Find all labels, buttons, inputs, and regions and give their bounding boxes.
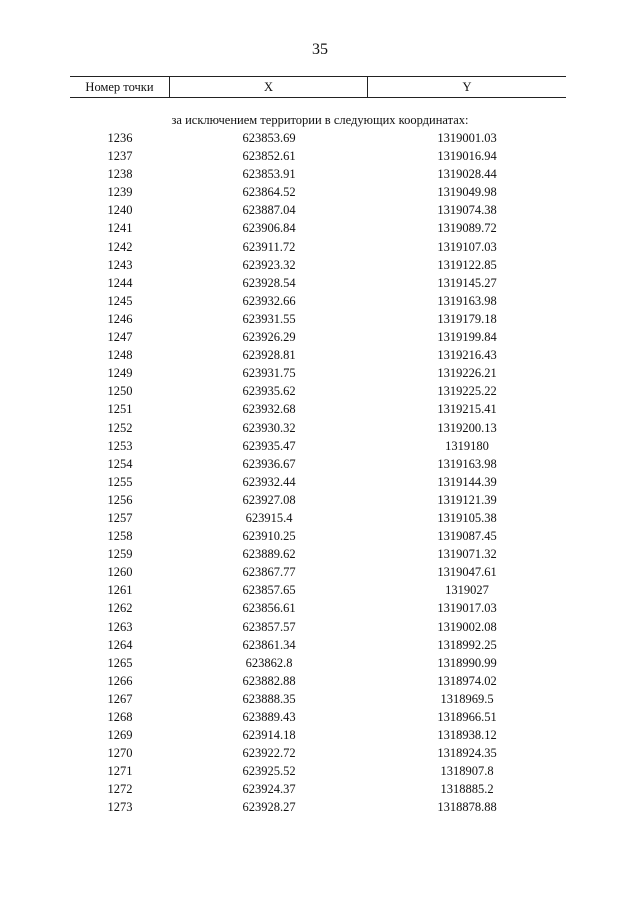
point-number-cell: 1248 [107,348,133,363]
point-number-cell: 1247 [107,330,133,345]
x-coordinate-cell: 623864.52 [242,185,296,200]
y-coordinate-cell: 1319028.44 [437,167,497,182]
y-coordinate-cell: 1319017.03 [437,601,497,616]
x-coordinate-cell: 623935.62 [242,384,296,399]
y-coordinate-cell: 1319180 [445,438,489,453]
point-number-cell: 1263 [107,619,133,634]
y-coordinate-cell: 1319122.85 [437,257,497,272]
y-coordinate-cell: 1319215.41 [437,402,497,417]
point-number-cell: 1269 [107,728,133,743]
table-row [70,599,566,617]
x-coordinate-cell: 623857.57 [242,619,296,634]
x-coordinate-cell: 623926.29 [242,330,296,345]
point-number-cell: 1243 [107,257,133,272]
table-row [70,636,566,654]
point-number-cell: 1253 [107,438,133,453]
point-number-cell: 1260 [107,565,133,580]
table-row [70,382,566,400]
x-coordinate-cell: 623922.72 [242,746,296,761]
x-coordinate-cell: 623888.35 [242,691,296,706]
y-coordinate-cell: 1318924.35 [437,746,497,761]
point-number-cell: 1257 [107,510,133,525]
table-row [70,183,566,201]
point-number-cell: 1259 [107,547,133,562]
x-coordinate-cell: 623906.84 [242,221,296,236]
point-number-cell: 1238 [107,167,133,182]
y-coordinate-cell: 1319027 [445,583,489,598]
point-number-cell: 1251 [107,402,133,417]
table-row [70,219,566,237]
point-number-cell: 1246 [107,311,133,326]
x-coordinate-cell: 623928.81 [242,348,296,363]
x-coordinate-cell: 623928.27 [242,800,296,815]
point-number-cell: 1271 [107,764,133,779]
x-coordinate-cell: 623867.77 [242,565,296,580]
x-coordinate-cell: 623882.88 [242,673,296,688]
x-coordinate-cell: 623856.61 [242,601,296,616]
y-coordinate-cell: 1319107.03 [437,239,497,254]
y-coordinate-cell: 1319226.21 [437,366,497,381]
y-coordinate-cell: 1318966.51 [437,710,497,724]
table-row [70,744,566,762]
table-row [70,400,566,418]
table-row [70,292,566,310]
table-row [70,690,566,708]
table-row [70,346,566,364]
x-coordinate-cell: 623924.37 [242,782,296,797]
point-number-cell: 1266 [107,673,133,688]
point-number-cell: 1261 [107,583,133,598]
section-caption: за исключением территории в следующих координатах: [171,113,469,127]
x-coordinate-cell: 623932.66 [242,293,296,308]
y-coordinate-cell: 1319016.94 [437,149,497,164]
point-number-cell: 1254 [107,456,133,471]
x-coordinate-cell: 623911.72 [242,239,296,254]
point-number-cell: 1255 [107,474,133,489]
point-number-cell: 1240 [107,203,133,218]
x-coordinate-cell: 623932.68 [242,402,296,417]
table-row [70,274,566,292]
y-coordinate-cell: 1319163.98 [437,293,497,308]
point-number-cell: 1268 [107,710,133,724]
point-number-cell: 1245 [107,293,133,308]
x-coordinate-cell: 623861.34 [242,637,296,652]
x-coordinate-cell: 623915.4 [245,510,293,525]
point-number-cell: 1237 [107,149,133,164]
x-coordinate-cell: 623852.61 [242,149,296,164]
table-row [70,762,566,780]
point-number-cell: 1267 [107,691,133,706]
table-row [70,473,566,491]
point-number-cell: 1258 [107,529,133,544]
y-coordinate-cell: 1319074.38 [437,203,497,218]
coordinate-table-body [70,129,566,817]
x-coordinate-cell: 623925.52 [242,764,296,779]
x-coordinate-cell: 623931.55 [242,311,296,326]
table-row [70,129,566,147]
y-coordinate-cell: 1318885.2 [440,782,494,797]
table-row [70,201,566,219]
x-coordinate-cell: 623930.32 [242,420,296,435]
x-coordinate-cell: 623857.65 [242,583,296,598]
point-number-cell: 1262 [107,601,133,616]
y-coordinate-cell: 1319144.39 [437,474,497,489]
column-header-y: Y [462,80,472,94]
table-row [70,672,566,690]
table-row [70,364,566,382]
x-coordinate-cell: 623914.18 [242,728,296,743]
y-coordinate-cell: 1318907.8 [440,764,494,779]
table-row [70,654,566,672]
y-coordinate-cell: 1319179.18 [437,311,497,326]
table-row [70,581,566,599]
table-row [70,310,566,328]
y-coordinate-cell: 1319089.72 [437,221,497,236]
y-coordinate-cell: 1318990.99 [437,655,497,670]
table-row [70,437,566,455]
point-number-cell: 1273 [107,800,133,815]
y-coordinate-cell: 1318938.12 [437,728,497,743]
x-coordinate-cell: 623931.75 [242,366,296,381]
x-coordinate-cell: 623935.47 [242,438,296,453]
y-coordinate-cell: 1319200.13 [437,420,497,435]
point-number-cell: 1250 [107,384,133,399]
y-coordinate-cell: 1319001.03 [437,131,497,145]
y-coordinate-cell: 1319163.98 [437,456,497,471]
table-row [70,491,566,509]
y-coordinate-cell: 1319087.45 [437,529,497,544]
y-coordinate-cell: 1319049.98 [437,185,497,200]
table-row [70,147,566,165]
point-number-cell: 1256 [107,492,133,507]
y-coordinate-cell: 1318969.5 [440,691,494,706]
y-coordinate-cell: 1319105.38 [437,510,497,525]
x-coordinate-cell: 623923.32 [242,257,296,272]
point-number-cell: 1272 [107,782,133,797]
page-number: 35 [312,41,328,58]
point-number-cell: 1265 [107,655,133,670]
table-row [70,798,566,816]
table-row [70,455,566,473]
x-coordinate-cell: 623927.08 [242,492,296,507]
x-coordinate-cell: 623928.54 [242,275,296,290]
y-coordinate-cell: 1319002.08 [437,619,497,634]
x-coordinate-cell: 623936.67 [242,456,296,471]
table-row [70,527,566,545]
y-coordinate-cell: 1319071.32 [437,547,497,562]
x-coordinate-cell: 623853.69 [242,131,296,145]
y-coordinate-cell: 1319145.27 [437,275,497,290]
y-coordinate-cell: 1319216.43 [437,348,497,363]
x-coordinate-cell: 623910.25 [242,529,296,544]
x-coordinate-cell: 623932.44 [242,474,296,489]
column-header-x: X [170,77,368,97]
y-coordinate-cell: 1319047.61 [437,565,497,580]
point-number-cell: 1264 [107,637,133,652]
table-row [70,545,566,563]
y-coordinate-cell: 1319199.84 [437,330,497,345]
point-number-cell: 1249 [107,366,133,381]
x-coordinate-cell: 623887.04 [242,203,296,218]
table-row [70,726,566,744]
table-row [70,419,566,437]
y-coordinate-cell: 1318992.25 [437,637,497,652]
y-coordinate-cell: 1319225.22 [437,384,497,399]
table-row [70,238,566,256]
table-row [70,165,566,183]
x-coordinate-cell: 623862.8 [245,655,293,670]
y-coordinate-cell: 1319121.39 [437,492,497,507]
point-number-cell: 1236 [107,131,133,145]
x-coordinate-cell: 623889.43 [242,710,296,724]
table-row [70,509,566,527]
point-number-cell: 1270 [107,746,133,761]
point-number-cell: 1239 [107,185,133,200]
point-number-cell: 1241 [107,221,133,236]
point-number-cell: 1244 [107,275,133,290]
x-coordinate-cell: 623889.62 [242,547,296,562]
point-number-cell: 1242 [107,239,133,254]
table-row [70,708,566,726]
table-row [70,780,566,798]
x-coordinate-cell: 623853.91 [242,167,296,182]
table-row [70,256,566,274]
table-row [70,563,566,581]
column-header-point-number: Номер точки [70,77,170,97]
table-row [70,328,566,346]
table-row [70,618,566,636]
table-header [70,76,566,98]
point-number-cell: 1252 [107,420,133,435]
y-coordinate-cell: 1318974.02 [437,673,497,688]
y-coordinate-cell: 1318878.88 [437,800,497,815]
